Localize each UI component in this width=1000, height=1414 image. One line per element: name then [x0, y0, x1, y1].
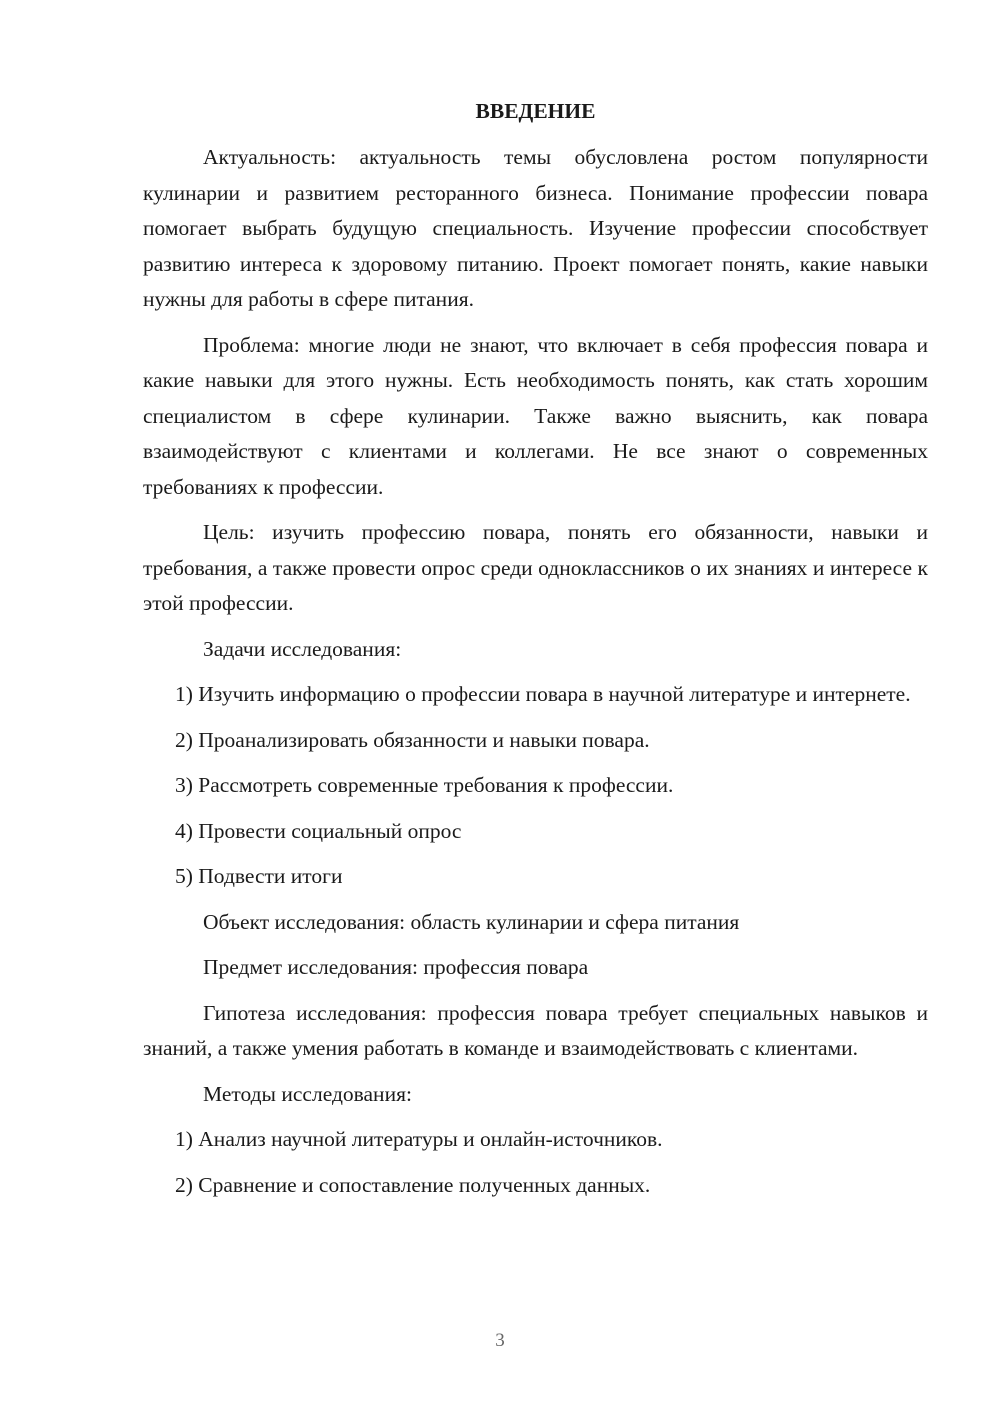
task-item-5: 5) Подвести итоги — [175, 864, 343, 888]
method-item-1: 1) Анализ научной литературы и онлайн-источников. — [175, 1127, 663, 1151]
relevance-paragraph: Актуальность: актуальность темы обусловлена ростом популярности кулинарии и развитием ресторанного бизнеса. Понимание профессии повара помогает выбрать будущую специальность. Изучение профессии способствует развитию интереса к здоровому питанию. Проект помогает понять, какие навыки нужны для работы в сфере питания. — [143, 145, 928, 311]
task-item-1: 1) Изучить информацию о профессии повара в научной литературе и интернете. — [175, 682, 911, 706]
goal-paragraph: Цель: изучить профессию повара, понять его обязанности, навыки и требования, а также провести опрос среди одноклассников о их знаниях и интересе к этой профессии. — [143, 520, 928, 615]
page-content — [143, 96, 928, 1213]
page-title: ВВЕДЕНИЕ — [475, 99, 596, 123]
subject-line: Предмет исследования: профессия повара — [203, 955, 589, 979]
task-item-3: 3) Рассмотреть современные требования к профессии. — [175, 773, 674, 797]
method-item-2: 2) Сравнение и сопоставление полученных данных. — [175, 1172, 651, 1197]
object-line: Объект исследования: область кулинарии и сфера питания — [203, 909, 740, 934]
hypothesis-paragraph: Гипотеза исследования: профессия повара требует специальных навыков и знаний, а также умения работать в команде и взаимодействовать с клиентами. — [143, 1000, 928, 1060]
task-item-4: 4) Провести социальный опрос — [175, 818, 462, 843]
task-item-2: 2) Проанализировать обязанности и навыки повара. — [175, 727, 650, 752]
tasks-heading: Задачи исследования: — [203, 636, 402, 661]
page-number: 3 — [495, 1330, 505, 1351]
problem-paragraph: Проблема: многие люди не знают, что включает в себя профессия повара и какие навыки для этого нужны. Есть необходимость понять, как стать хорошим специалистом в сфере кулинарии. Также важно выяснить, как повара взаимодействуют с клиентами и коллегами. Не все знают о современных требованиях к профессии. — [143, 332, 928, 499]
methods-heading: Методы исследования: — [203, 1081, 412, 1106]
